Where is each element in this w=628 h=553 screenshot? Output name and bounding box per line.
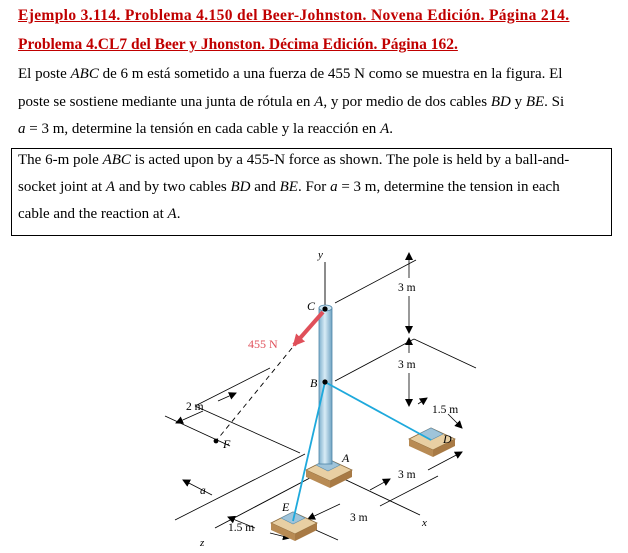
spanish-line-2: poste se sostiene mediante una junta de rótula en A, y por medio de dos cables BD y BE. Si — [18, 94, 565, 110]
point-c — [322, 306, 327, 311]
dim-lower-3m: 3 m — [398, 359, 416, 371]
dim-3m-right: 3 m — [398, 469, 416, 481]
label-c: C — [307, 299, 316, 313]
point-b — [322, 379, 327, 384]
dim-left-a: a — [200, 485, 206, 497]
force-line-of-action — [216, 348, 292, 441]
dim-bottom-3m: 3 m — [350, 512, 368, 524]
spanish-line-1: El poste ABC de 6 m está sometido a una fuerza de 455 N como se muestra en la figura. El — [18, 66, 563, 82]
label-a: A — [342, 451, 350, 465]
z-axis-label: z — [200, 537, 205, 549]
dim-bottom-1-5m: 1.5 m — [228, 522, 255, 534]
point-f — [214, 439, 219, 444]
pole-figure — [0, 238, 628, 553]
label-b: B — [310, 376, 318, 390]
label-d: D — [443, 432, 452, 446]
english-statement-box — [11, 148, 612, 236]
pole-abc — [319, 308, 332, 464]
english-line-3: cable and the reaction at A. — [18, 206, 181, 222]
english-line-2: socket joint at A and by two cables BD and BE. For a = 3 m, determine the tension in each — [18, 179, 560, 195]
label-f: F — [223, 437, 231, 451]
label-e: E — [282, 500, 290, 514]
header-line-2: Problema 4.CL7 del Beer y Jhonston. Décima Edición. Página 162. — [18, 36, 458, 53]
force-label: 455 N — [248, 337, 278, 351]
dim-left-2m: 2 m — [186, 401, 204, 413]
header-line-1: Ejemplo 3.114. Problema 4.150 del Beer-Johnston. Novena Edición. Página 214. — [18, 7, 570, 24]
axes — [215, 262, 420, 528]
y-axis-label: y — [318, 249, 323, 261]
spanish-line-3: a = 3 m, determine la tensión en cada cable y la reacción en A. — [18, 121, 393, 137]
cable-bd — [325, 382, 431, 440]
english-line-1: The 6-m pole ABC is acted upon by a 455-N force as shown. The pole is held by a ball-and- — [18, 152, 570, 168]
dim-upper-3m: 3 m — [398, 282, 416, 294]
dim-1-5m: 1.5 m — [432, 404, 459, 416]
x-axis-label: x — [422, 517, 427, 529]
